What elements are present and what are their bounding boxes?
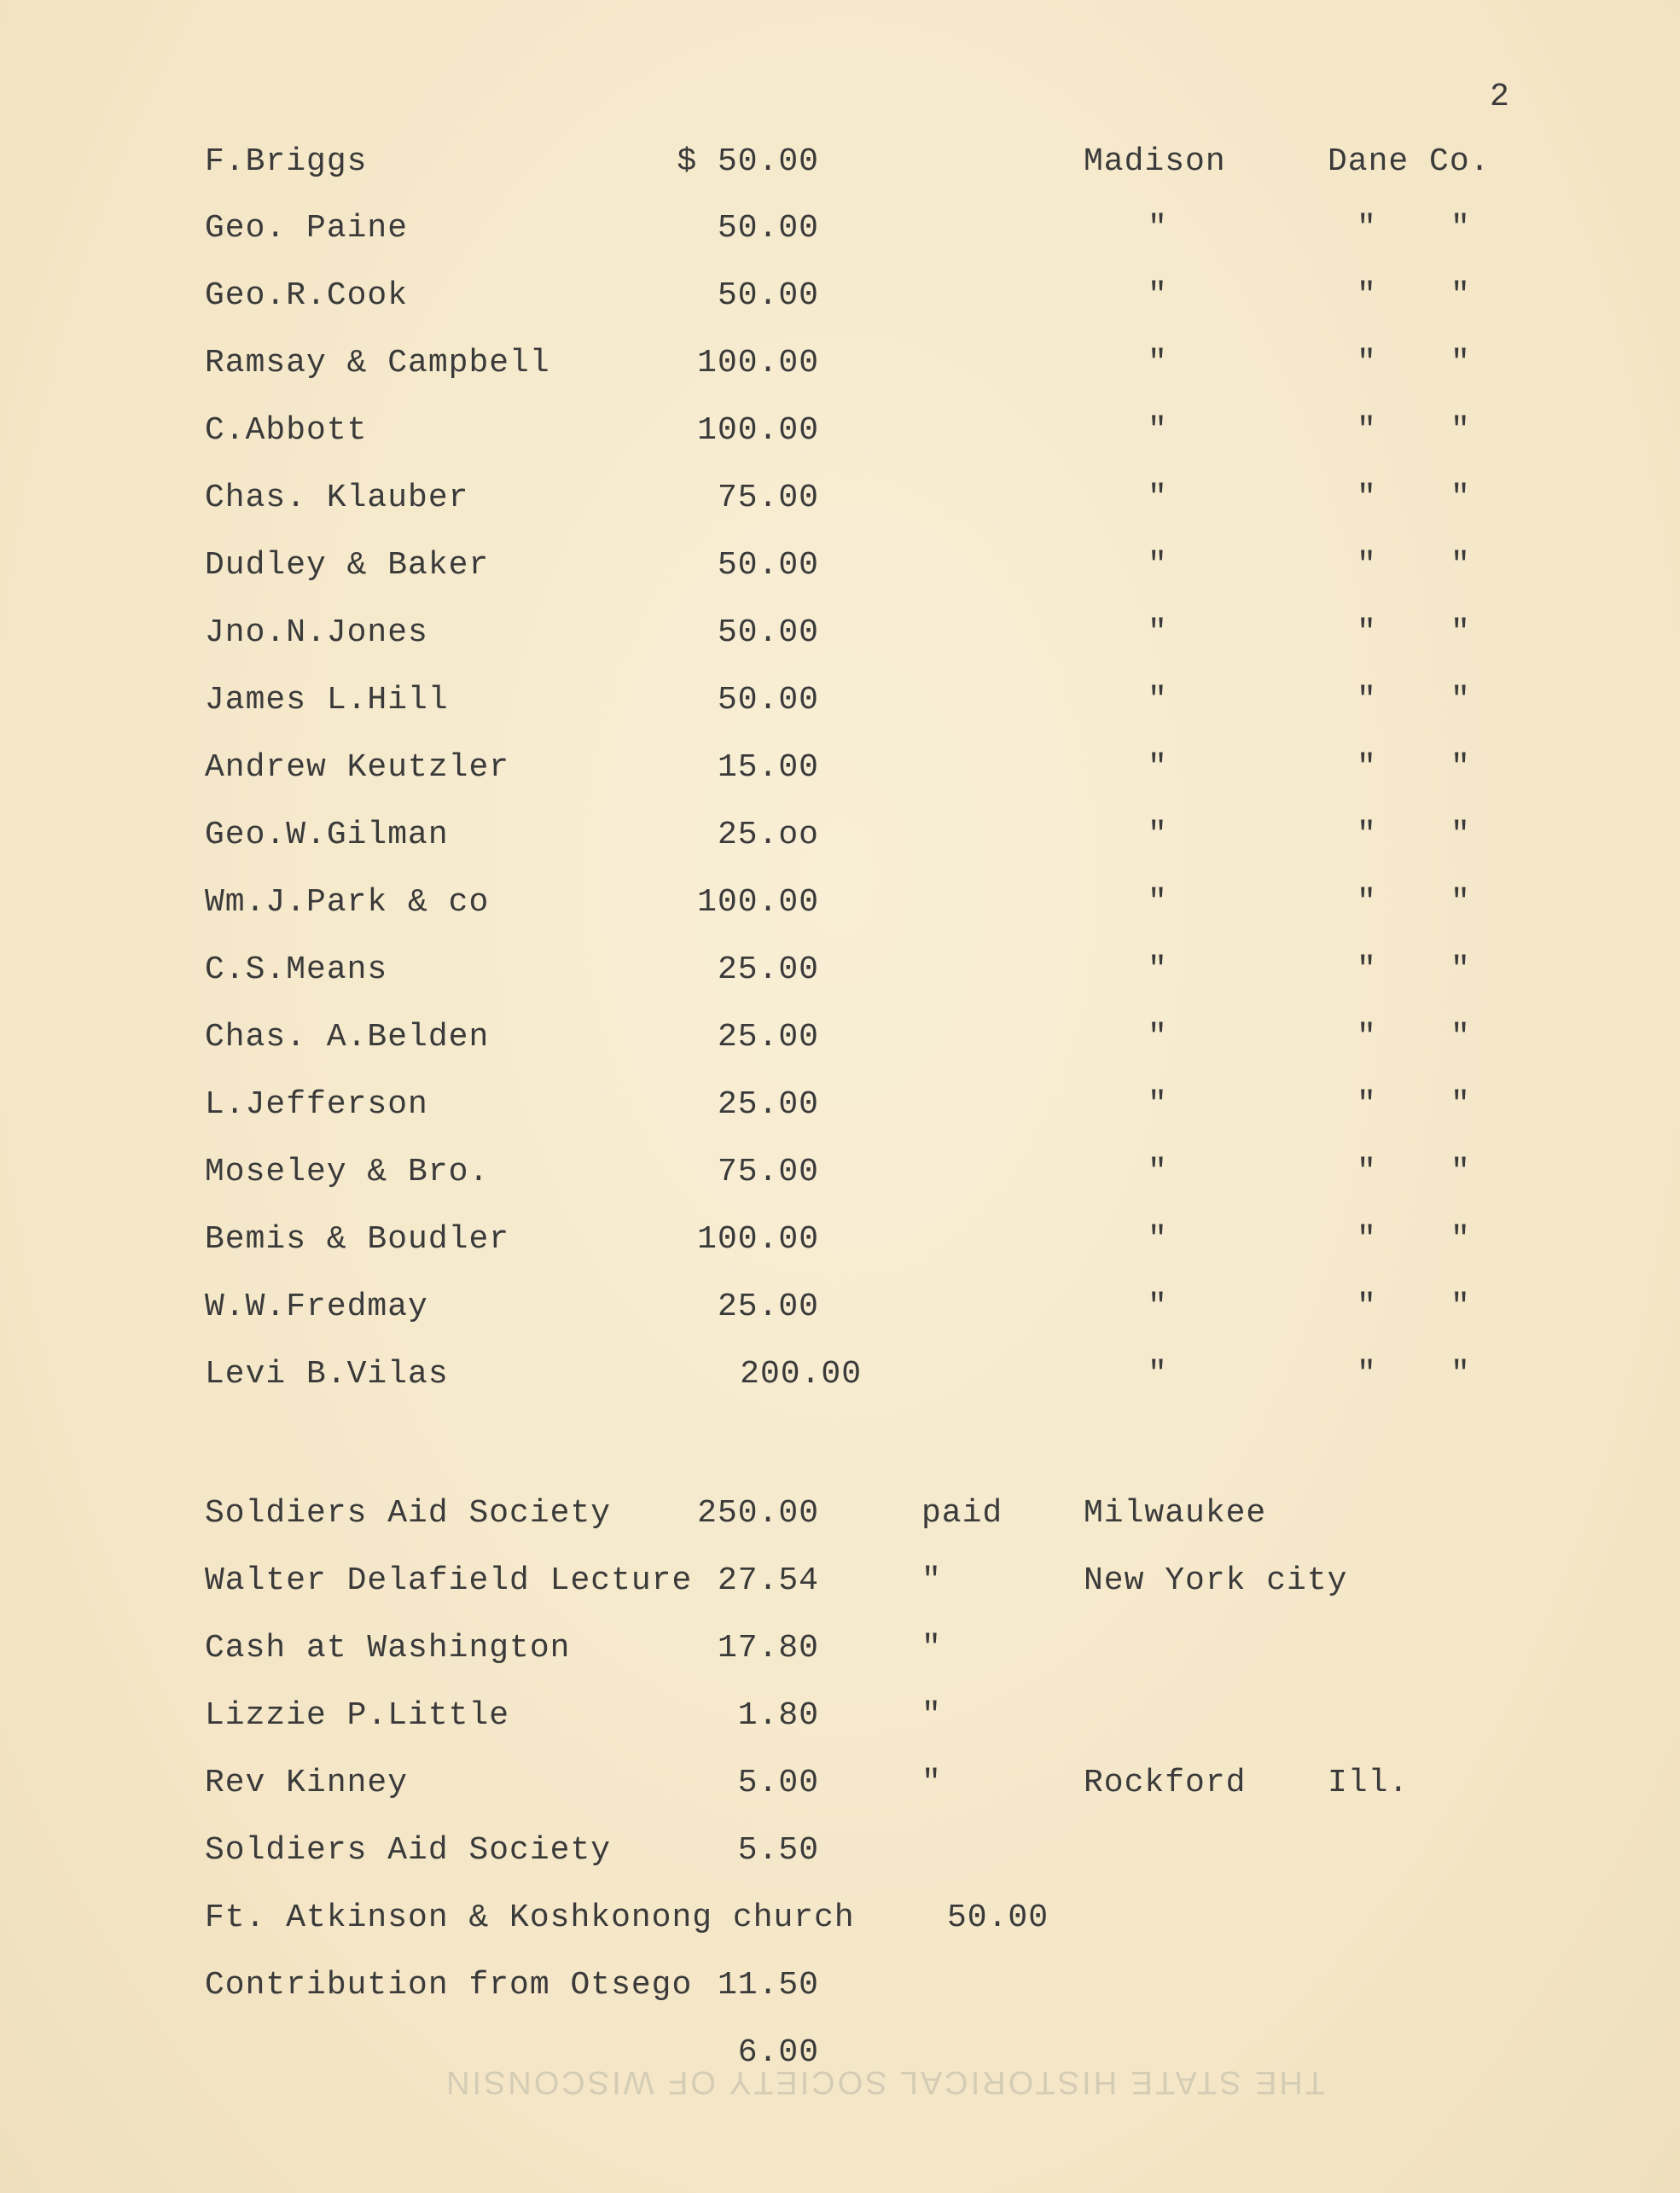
ditto-mark: "	[1357, 817, 1377, 853]
ditto-mark: "	[1357, 210, 1377, 247]
donor-name: Ramsay & Campbell	[205, 345, 550, 381]
donor-name: James L.Hill	[205, 682, 449, 718]
ledger-row	[0, 1765, 1680, 1807]
ditto-mark: "	[1148, 817, 1168, 853]
ledger-row	[0, 682, 1680, 724]
ditto-mark: "	[1357, 1221, 1377, 1258]
donation-amount: 50.00	[717, 682, 819, 718]
donation-amount: 11.50	[717, 1967, 819, 2004]
donation-amount: 25.oo	[717, 817, 819, 853]
ditto-mark: "	[1148, 1086, 1168, 1123]
ledger-row	[0, 1832, 1680, 1875]
ledger-row	[0, 1086, 1680, 1129]
ditto-mark: "	[1450, 951, 1471, 988]
ledger-row	[0, 1288, 1680, 1331]
ditto-mark: "	[1357, 1019, 1377, 1056]
page-number: 2	[1490, 79, 1509, 115]
ledger-row	[0, 884, 1680, 927]
donation-amount: 50.00	[717, 210, 819, 247]
ditto-mark: "	[1148, 277, 1168, 314]
donor-name: Jno.N.Jones	[205, 614, 428, 651]
ditto-mark: "	[1357, 1288, 1377, 1325]
donor-name: Contribution from Otsego	[205, 1967, 693, 2004]
ledger-row	[0, 817, 1680, 859]
donation-amount: 50.00	[947, 1899, 1049, 1936]
ledger-row	[0, 1019, 1680, 1062]
donor-name: Cash at Washington	[205, 1630, 571, 1667]
ledger-row	[0, 1356, 1680, 1399]
ditto-mark: "	[1148, 412, 1168, 449]
donation-amount: 15.00	[717, 749, 819, 786]
ditto-mark: "	[1450, 210, 1471, 247]
ditto-mark: "	[1357, 1356, 1377, 1393]
ledger-row	[0, 1899, 1680, 1942]
ditto-mark: "	[1148, 1288, 1168, 1325]
state: Ill.	[1328, 1765, 1410, 1801]
ditto-mark: "	[1450, 1356, 1471, 1393]
donor-name: Levi B.Vilas	[205, 1356, 449, 1393]
ditto-mark: "	[1450, 345, 1471, 381]
ditto-mark: "	[1450, 412, 1471, 449]
ledger-row	[0, 749, 1680, 792]
ditto-mark: "	[1148, 210, 1168, 247]
ditto-mark: "	[1148, 884, 1168, 921]
donation-amount: $ 50.00	[677, 143, 819, 180]
paid-mark: "	[921, 1562, 942, 1599]
donation-amount: 75.00	[717, 480, 819, 516]
donation-amount: 17.80	[717, 1630, 819, 1667]
ledger-row	[0, 480, 1680, 522]
donor-name: Soldiers Aid Society	[205, 1495, 612, 1532]
city: New York city	[1084, 1562, 1348, 1599]
donor-name: Geo. Paine	[205, 210, 409, 247]
ditto-mark: "	[1148, 345, 1168, 381]
ledger-row	[0, 1562, 1680, 1605]
ledger-row	[0, 951, 1680, 994]
donor-name: L.Jefferson	[205, 1086, 428, 1123]
ditto-mark: "	[1148, 614, 1168, 651]
city: Madison	[1084, 143, 1226, 180]
donation-amount: 100.00	[697, 412, 819, 449]
county: Dane Co.	[1328, 143, 1491, 180]
ditto-mark: "	[1148, 682, 1168, 718]
ditto-mark: "	[1450, 1086, 1471, 1123]
donor-name: Soldiers Aid Society	[205, 1832, 612, 1869]
ditto-mark: "	[1450, 1288, 1471, 1325]
ditto-mark: "	[1357, 345, 1377, 381]
donor-name: Bemis & Boudler	[205, 1221, 510, 1258]
ledger-row	[0, 345, 1680, 387]
ditto-mark: "	[1450, 480, 1471, 516]
donor-name: Walter Delafield Lecture	[205, 1562, 693, 1599]
ledger-row	[0, 210, 1680, 253]
ditto-mark: "	[1148, 749, 1168, 786]
donation-amount: 100.00	[697, 1221, 819, 1258]
ditto-mark: "	[1450, 682, 1471, 718]
donation-amount: 200.00	[740, 1356, 862, 1393]
ditto-mark: "	[1148, 1221, 1168, 1258]
donor-name: Andrew Keutzler	[205, 749, 510, 786]
paid-mark: "	[921, 1630, 942, 1667]
donor-name: Lizzie P.Little	[205, 1697, 510, 1734]
ditto-mark: "	[1148, 1154, 1168, 1190]
donation-amount: 250.00	[697, 1495, 819, 1532]
donor-name: Dudley & Baker	[205, 547, 490, 584]
donor-name: Geo.W.Gilman	[205, 817, 449, 853]
donor-name: W.W.Fredmay	[205, 1288, 428, 1325]
donor-name: Wm.J.Park & co	[205, 884, 490, 921]
donor-name: Chas. Klauber	[205, 480, 469, 516]
donor-name: C.Abbott	[205, 412, 368, 449]
ledger-row	[0, 412, 1680, 455]
ledger-row	[0, 1221, 1680, 1264]
ledger-row	[0, 1154, 1680, 1196]
donation-amount: 1.80	[737, 1697, 819, 1734]
donor-name: Moseley & Bro.	[205, 1154, 490, 1190]
ditto-mark: "	[1450, 1221, 1471, 1258]
ditto-mark: "	[1357, 277, 1377, 314]
ditto-mark: "	[1148, 951, 1168, 988]
ditto-mark: "	[1357, 884, 1377, 921]
city: Rockford	[1084, 1765, 1247, 1801]
ditto-mark: "	[1450, 749, 1471, 786]
ditto-mark: "	[1357, 951, 1377, 988]
donation-amount: 100.00	[697, 345, 819, 381]
paid-mark: paid	[921, 1495, 1003, 1532]
city: Milwaukee	[1084, 1495, 1267, 1532]
ditto-mark: "	[1450, 277, 1471, 314]
donation-amount: 25.00	[717, 1288, 819, 1325]
ditto-mark: "	[1357, 480, 1377, 516]
paid-mark: "	[921, 1765, 942, 1801]
ditto-mark: "	[1450, 614, 1471, 651]
ledger-row	[0, 277, 1680, 320]
donation-amount: 5.00	[737, 1765, 819, 1801]
watermark-text: THE STATE HISTORICAL SOCIETY OF WISCONSIN	[444, 2064, 1325, 2100]
donation-amount: 25.00	[717, 951, 819, 988]
ditto-mark: "	[1148, 547, 1168, 584]
ditto-mark: "	[1357, 1154, 1377, 1190]
ditto-mark: "	[1148, 1019, 1168, 1056]
ditto-mark: "	[1357, 547, 1377, 584]
ledger-row	[0, 1495, 1680, 1538]
donor-name: Chas. A.Belden	[205, 1019, 490, 1056]
ditto-mark: "	[1450, 547, 1471, 584]
donation-amount: 75.00	[717, 1154, 819, 1190]
ditto-mark: "	[1357, 682, 1377, 718]
ledger-row	[0, 614, 1680, 657]
ditto-mark: "	[1450, 884, 1471, 921]
donor-name: C.S.Means	[205, 951, 388, 988]
ditto-mark: "	[1450, 1154, 1471, 1190]
donation-amount: 100.00	[697, 884, 819, 921]
ditto-mark: "	[1148, 1356, 1168, 1393]
donation-amount: 50.00	[717, 277, 819, 314]
ledger-row	[0, 1697, 1680, 1740]
ditto-mark: "	[1148, 480, 1168, 516]
donor-name: Rev Kinney	[205, 1765, 409, 1801]
donation-amount: 25.00	[717, 1086, 819, 1123]
ledger-row	[0, 547, 1680, 590]
ditto-mark: "	[1357, 614, 1377, 651]
ditto-mark: "	[1357, 749, 1377, 786]
ditto-mark: "	[1450, 817, 1471, 853]
ledger-row	[0, 143, 1680, 186]
donor-name: F.Briggs	[205, 143, 368, 180]
ledger-row	[0, 1967, 1680, 2010]
donor-name: Geo.R.Cook	[205, 277, 409, 314]
donation-amount: 5.50	[737, 1832, 819, 1869]
donation-amount: 50.00	[717, 614, 819, 651]
ditto-mark: "	[1450, 1019, 1471, 1056]
donation-amount: 50.00	[717, 547, 819, 584]
donation-amount: 6.00	[737, 2034, 819, 2071]
donor-name: Ft. Atkinson & Koshkonong church	[205, 1899, 855, 1936]
paid-mark: "	[921, 1697, 942, 1734]
ditto-mark: "	[1357, 412, 1377, 449]
donation-amount: 25.00	[717, 1019, 819, 1056]
ledger-row	[0, 1630, 1680, 1672]
donation-amount: 27.54	[717, 1562, 819, 1599]
ditto-mark: "	[1357, 1086, 1377, 1123]
